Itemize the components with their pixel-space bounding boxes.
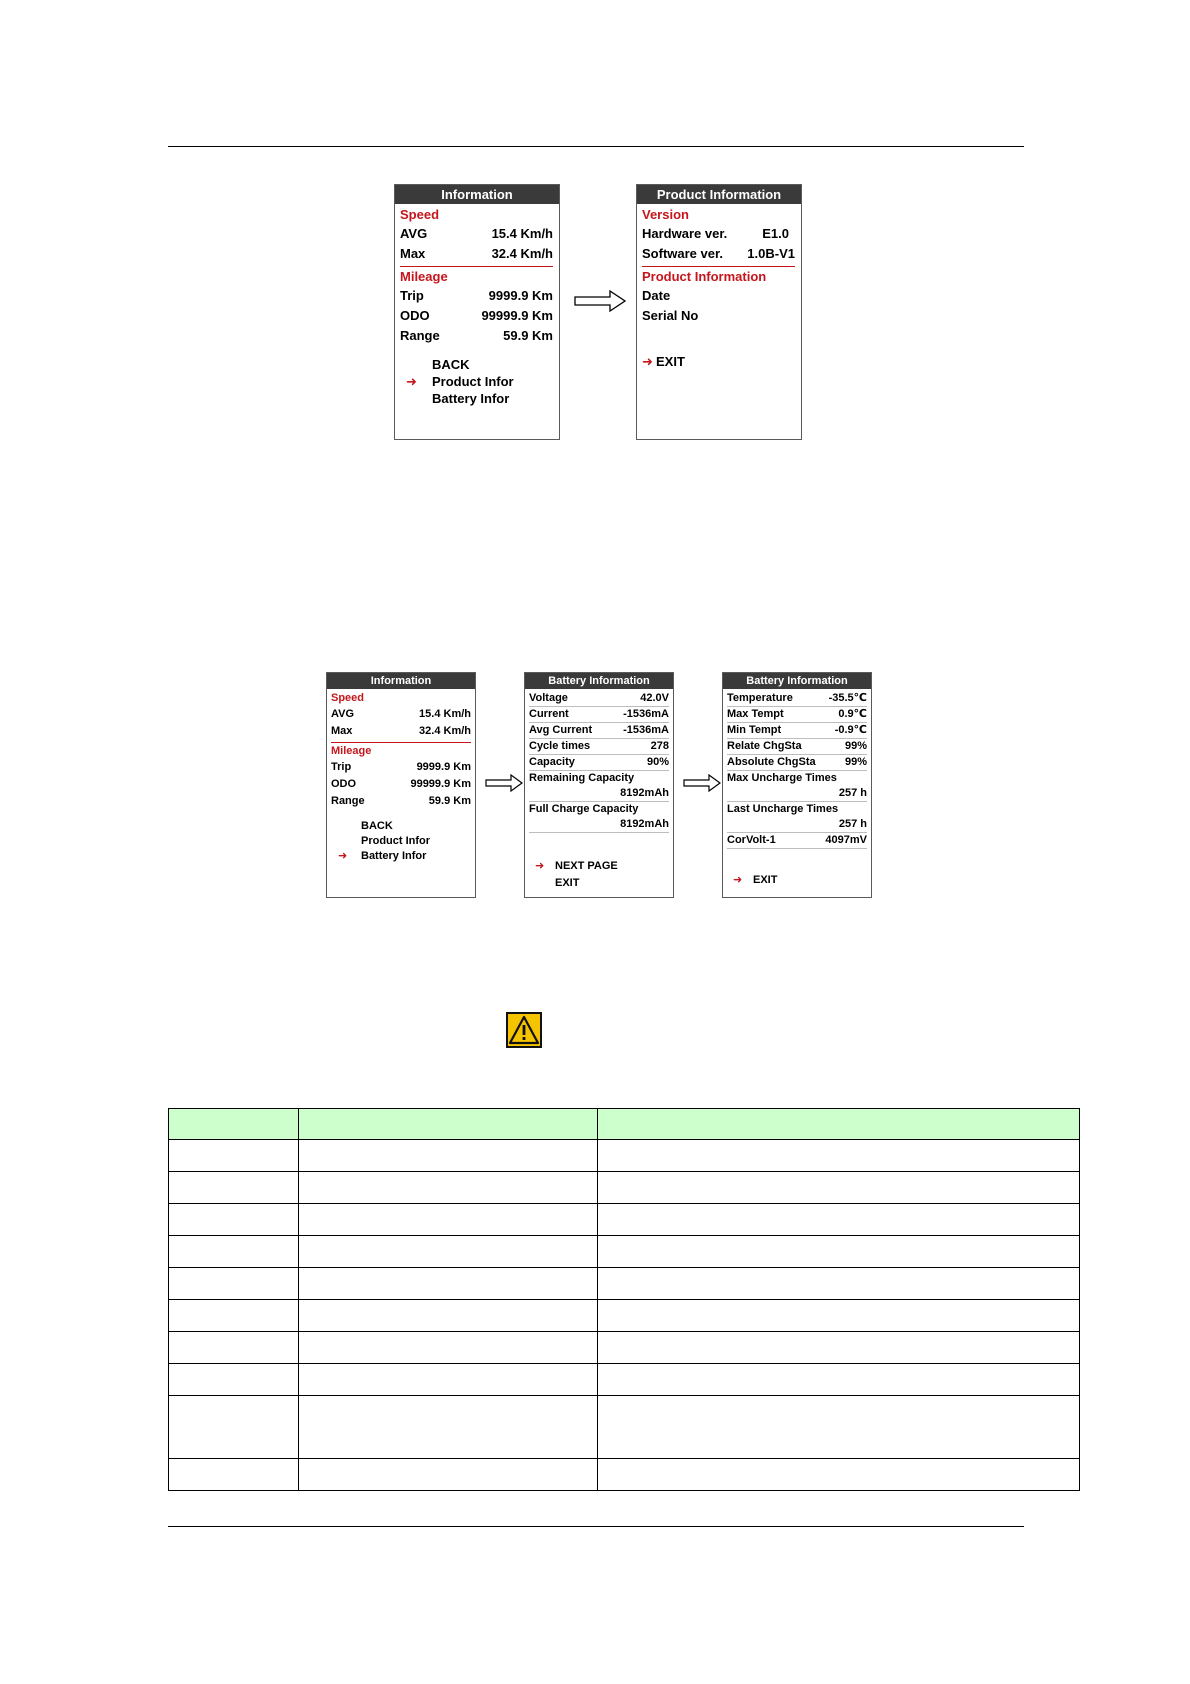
screen-battery-information-2 [722, 672, 872, 898]
exit-button[interactable]: EXIT [555, 877, 580, 889]
absolute-chgsta-row: Absolute ChgSta 99% [727, 755, 867, 771]
screen-information-2 [326, 672, 476, 898]
table-row [169, 1364, 1080, 1396]
max-tempt-row: Max Tempt 0.9℃ [727, 707, 867, 723]
min-tempt-row: Min Tempt -0.9℃ [727, 723, 867, 739]
avg-speed-row: AVG 15.4 Km/h [331, 708, 471, 720]
serial-row: Serial No [642, 308, 699, 323]
range-row: Range 59.9 Km [331, 795, 471, 807]
screen-title: Information [327, 673, 475, 689]
spec-table [168, 1108, 1080, 1491]
max-speed-row: Max 32.4 Km/h [331, 725, 471, 737]
capacity-row: Capacity 90% [529, 755, 669, 771]
screen-battery-information-1 [524, 672, 674, 898]
menu-item-product-infor[interactable]: Product Infor [361, 835, 431, 847]
table-header-cell [299, 1109, 598, 1140]
table-header-cell [598, 1109, 1080, 1140]
cycle-times-row: Cycle times 278 [529, 739, 669, 755]
section-mileage: Mileage [400, 269, 448, 284]
exit-button[interactable]: ➜ EXIT [733, 874, 778, 886]
selection-arrow-icon: ➜ [338, 850, 348, 862]
corvolt-row: CorVolt-1 4097mV [727, 833, 867, 849]
software-version-row: Software ver. 1.0B-V1 [642, 246, 795, 261]
selection-arrow-icon: ➜ [406, 374, 417, 389]
menu-item-product-infor[interactable]: ➜ Product Infor [406, 374, 514, 389]
avg-speed-row: AVG 15.4 Km/h [400, 226, 553, 241]
section-speed: Speed [331, 692, 365, 704]
table-row [169, 1236, 1080, 1268]
avg-current-row: Avg Current -1536mA [529, 723, 669, 739]
table-header-cell [169, 1109, 299, 1140]
menu-item-battery-infor[interactable]: ➜ Battery Infor [338, 850, 427, 862]
flow-arrow-icon [485, 774, 523, 792]
footer-rule [168, 1526, 1024, 1527]
flow-arrow-icon [683, 774, 721, 792]
max-speed-row: Max 32.4 Km/h [400, 246, 553, 261]
trip-row: Trip 9999.9 Km [400, 288, 553, 303]
screen-product-information [636, 184, 802, 440]
screen-title: Product Information [637, 185, 801, 204]
menu-item-battery-infor[interactable]: Battery Infor [432, 391, 510, 406]
menu-item-back[interactable]: BACK [361, 820, 393, 832]
remaining-capacity-row: Remaining Capacity 8192mAh [529, 771, 669, 802]
voltage-row: Voltage 42.0V [529, 691, 669, 707]
table-row [169, 1268, 1080, 1300]
warning-triangle-icon [506, 1012, 542, 1048]
table-row [169, 1140, 1080, 1172]
header-rule [168, 146, 1024, 147]
menu-item-back[interactable]: BACK [432, 357, 470, 372]
hardware-version-row: Hardware ver. E1.0 [642, 226, 789, 241]
table-row [169, 1300, 1080, 1332]
table-row [169, 1204, 1080, 1236]
max-uncharge-times-row: Max Uncharge Times 257 h [727, 771, 867, 802]
section-product-information: Product Information [642, 269, 767, 284]
odo-row: ODO 99999.9 Km [331, 778, 471, 790]
date-row: Date [642, 288, 671, 303]
selection-arrow-icon: ➜ [535, 860, 545, 872]
section-version: Version [642, 207, 689, 222]
table-row [169, 1396, 1080, 1459]
full-charge-capacity-row: Full Charge Capacity 8192mAh [529, 802, 669, 833]
screen-title: Information [395, 185, 559, 204]
temperature-row: Temperature -35.5℃ [727, 691, 867, 707]
flow-arrow-icon [574, 290, 626, 312]
table-row [169, 1172, 1080, 1204]
exit-button[interactable]: ➜ EXIT [642, 354, 685, 369]
selection-arrow-icon: ➜ [733, 874, 743, 886]
odo-row: ODO 99999.9 Km [400, 308, 553, 323]
screen-title: Battery Information [525, 673, 673, 689]
table-header-row [169, 1109, 1080, 1140]
table-row [169, 1332, 1080, 1364]
divider [642, 266, 795, 267]
screen-information [394, 184, 560, 440]
relate-chgsta-row: Relate ChgSta 99% [727, 739, 867, 755]
section-speed: Speed [400, 207, 440, 222]
trip-row: Trip 9999.9 Km [331, 761, 471, 773]
table-row [169, 1459, 1080, 1491]
range-row: Range 59.9 Km [400, 328, 553, 343]
next-page-button[interactable]: ➜ NEXT PAGE [529, 857, 669, 875]
last-uncharge-times-row: Last Uncharge Times 257 h [727, 802, 867, 833]
screen-title: Battery Information [723, 673, 871, 689]
selection-arrow-icon: ➜ [642, 354, 653, 369]
divider [400, 266, 553, 267]
section-mileage: Mileage [331, 745, 372, 757]
current-row: Current -1536mA [529, 707, 669, 723]
divider [331, 742, 471, 743]
